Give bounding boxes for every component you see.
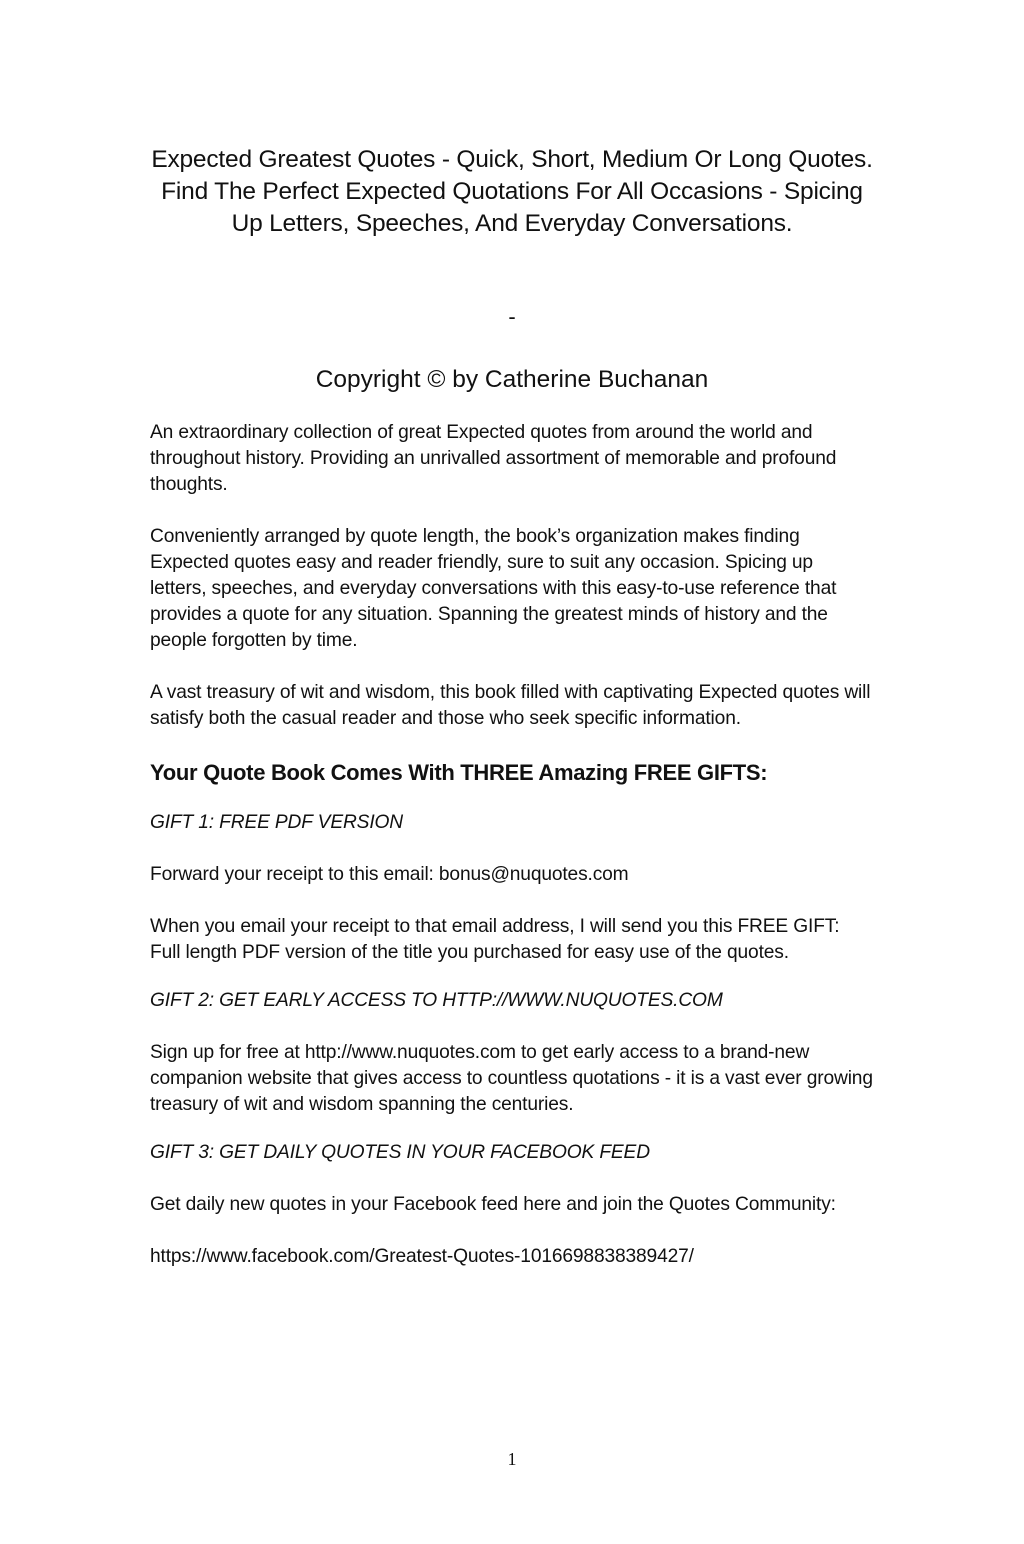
gift2-heading: GIFT 2: GET EARLY ACCESS TO HTTP://WWW.NUQUOTES.COM <box>150 990 723 1011</box>
gift3-heading: GIFT 3: GET DAILY QUOTES IN YOUR FACEBOOK FEED <box>150 1142 650 1163</box>
copyright-line: Copyright © by Catherine Buchanan <box>315 366 709 393</box>
document-title: Expected Greatest Quotes - Quick, Short, Medium Or Long Quotes. Find The Perfect Expected Quotations For All Occasions - Spicing Up Letters, Speeches, And Everyday Conversations. <box>151 146 873 237</box>
organization-paragraph: Conveniently arranged by quote length, the book’s organization makes finding Expected quotes easy and reader friendly, sure to suit any occasion. Spicing up letters, speeches, and everyday conversations with this easy-to-use reference that provides a quote for any situation. Spanning the greatest minds of history and the people forgotten by time. <box>150 526 837 651</box>
document-body <box>150 420 874 1270</box>
gift1-email-line[interactable]: Forward your receipt to this email: bonus@nuquotes.com <box>150 864 629 885</box>
gifts-heading: Your Quote Book Comes With THREE Amazing FREE GIFTS: <box>150 760 768 785</box>
intro-paragraph: An extraordinary collection of great Expected quotes from around the world and throughout history. Providing an unrivalled assortment of memorable and profound thoughts. <box>150 422 837 495</box>
gift1-description: When you email your receipt to that email address, I will send you this FREE GIFT: Full length PDF version of the title you purchased for easy use of the quotes. <box>150 916 840 963</box>
treasury-paragraph: A vast treasury of wit and wisdom, this book filled with captivating Expected quotes will satisfy both the casual reader and those who seek specific information. <box>150 682 871 729</box>
gift3-description: Get daily new quotes in your Facebook feed here and join the Quotes Community: <box>150 1194 836 1215</box>
gift1-heading: GIFT 1: FREE PDF VERSION <box>150 812 403 833</box>
gift2-description: Sign up for free at http://www.nuquotes.com to get early access to a brand-new companion website that gives access to countless quotations - it is a vast ever growing treasury of wit and wisdom spanning the centuries. <box>150 1042 873 1115</box>
title-separator: - <box>508 304 516 329</box>
page-number: 1 <box>507 1449 517 1469</box>
facebook-link[interactable]: https://www.facebook.com/Greatest-Quotes-1016698838389427/ <box>150 1246 694 1267</box>
